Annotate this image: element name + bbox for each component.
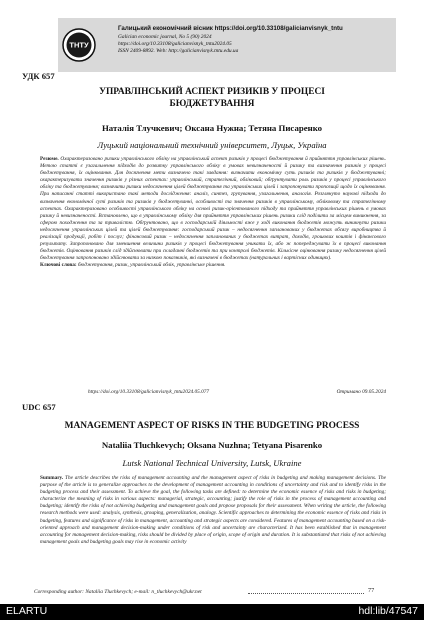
corresponding-author: Corresponding author: Nataliia Tluchkevych; e-mail: n_tluchkevych@ukr.net: [34, 589, 202, 595]
affiliation-en: Lutsk National Technical University, Lutsk, Ukraine: [122, 458, 302, 468]
authors-en: Nataliia Tluchkevych; Oksana Nuzhna; Tetyana Pisarenko: [101, 440, 323, 450]
footer-dotted-leader: [248, 593, 364, 594]
issn-web: ISSN 2409-8892. Web: http://galicianvisnyk.tntu.edu.ua: [118, 48, 239, 54]
journal-name-ua: Галицький економічний вісник https://doi.org/10.33108/galicianvisnyk_tntu: [118, 25, 343, 32]
abstract-ua-label: Резюме.: [40, 156, 59, 162]
summary-en-label: Summary.: [40, 475, 64, 481]
page-number: 77: [368, 587, 375, 594]
abstract-ua: [40, 156, 386, 270]
affiliation-ua: Луцький національний технічний університет, Луцьк, Україна: [97, 140, 327, 150]
journal-name-en: Galician economic journal, No 5 (90) 2024: [118, 34, 212, 40]
issue-doi: https://doi.org/10.33108/galicianvisnyk_tntu2024.05: [118, 41, 232, 47]
keywords-ua-text: бюджетування, ризик, управлінський облік, управлінське рішення.: [77, 262, 226, 269]
authors-ua: Наталія Тлучкевич; Оксана Нужна; Тетяна Писаренко: [101, 123, 323, 133]
title-ua-line1: УПРАВЛІНСЬКИЙ АСПЕКТ РИЗИКІВ У ПРОЦЕСІ: [99, 87, 325, 97]
keywords-ua-label: Ключові слова:: [40, 262, 77, 269]
logo-text: ТНТУ: [69, 40, 89, 50]
title-en: MANAGEMENT ASPECT OF RISKS IN THE BUDGETING PROCESS: [64, 421, 360, 431]
handle-id: hdl:lib/47547: [358, 605, 418, 617]
abstract-ua-text: Охарактеризовано ризики управлінського обліку на управлінський аспект ризиків у процесі бюджетування й прийняття управлінських рішень. Метою статті є узагальнення підходів до розвитку управлінського обліку в умовах невизначеності й ризику та визначення ризиків у процесі бюджетування, їх оцінювання. Для досягнення мети визначено такі завдання: визначити економічну суть ризиків та ризиків у бюджетуванні; охарактеризувати значення ризиків у різних аспектах: управлінський, стратегічний, обліковий; обґрунтувати роль ризиків у процесі управлінського обліку та бюджетування; визначити ризики недосягнення цілей бюджетування та управлінських цілей і запропонувати пропозиції щодо їх оцінювання. При написанні статті використано такі методи дослідження: аналіз, синтез, групування, узагальнення, аналогія. Розглянуто наукові підходи до визначення економічної суті ризиків та ризиків у бюджетуванні, особливості та значення ризиків в управлінському, обліковому та стратегічному аспектах. Охарактеризовано особливості управлінського обліку на основі ризик-орієнтованого підходу та прийняття управлінських рішень в умовах ризику й невизначеності. Встановлено, що в управлінському обліку для прийняття управлінських рішень ризики слід поділити за місцем виникнення, за сферою походження та за тривалістю. Обґрунтовано, що в господарській діяльності вже у ході виконання бюджетів можуть виникнути ризики недосягнення управлінських цілей та цілей бюджетування: господарський ризик – недосягнення запланованих у бюджетах обсягу виробництва й реалізації продукції, робіт і послуг; фінансовий ризик – недосягнення запланованих у бюджетах витрат, доходів, грошових коштів і фінансового результату. Запропоновано для зменшення величини ризиків у процесі бюджетування уникати їх, або ж попереджувати їх в процесі виконання бюджетів. Оцінювання ризиків слід здійснювати при складанні бюджетів та при контролі бюджетів. Кількісне оцінювання ризику недосягнення цілей бюджетування запропоновано здійснювати за низкою показників, які визначені в бюджетах (натуральних і вартісних одиницях).: [40, 156, 387, 262]
udc-en: UDC 657: [22, 402, 56, 412]
article-doi-link[interactable]: https://doi.org/10.33108/galicianvisnyk_tntu2024.05.077: [88, 389, 210, 395]
udc-ua: УДК 657: [22, 71, 55, 81]
title-ua-line2: БЮДЖЕТУВАННЯ: [169, 99, 255, 109]
doi-row: [40, 389, 386, 395]
repository-name: ELARTU: [6, 605, 48, 617]
summary-en-text: The article describes the risks of management accounting and the management aspect of risks in budgeting and making management decisions. The purpose of the article is to generalize approaches to the development of management accounting in conditions of uncertainty and risk and to identify risks in the budgeting process and their assessment. To achieve the goal, the following tasks are defined: to determine the economic essence of risks and risks in budgeting; characterize the meaning of risks in various aspects: managerial, strategic, accounting; justify the role of risks in the process of management accounting and budgeting; identify the risks of not achieving budgeting and management goals and propose proposals for their assessment. When writing the article, the following research methods were used: analysis, synthesis, grouping, generalization, analogy. Scientific approaches to determining the economic essence of risks and risks in budgeting, features and significance of risks in management, accounting and strategic aspects are considered. Features of management accounting based on a risk-oriented approach and management decision-making under conditions of risk and uncertainty are characterized. It has been established that in management accounting for management decision-making, risks should be divided by place of origin, scope of origin and duration. It is substantiated that risks of not achieving management goals and budgeting goals may rise in economic activity: [40, 475, 386, 545]
summary-en: [40, 475, 386, 546]
university-logo: [62, 28, 96, 62]
received-date: Отримано 09.05.2024: [336, 389, 386, 395]
